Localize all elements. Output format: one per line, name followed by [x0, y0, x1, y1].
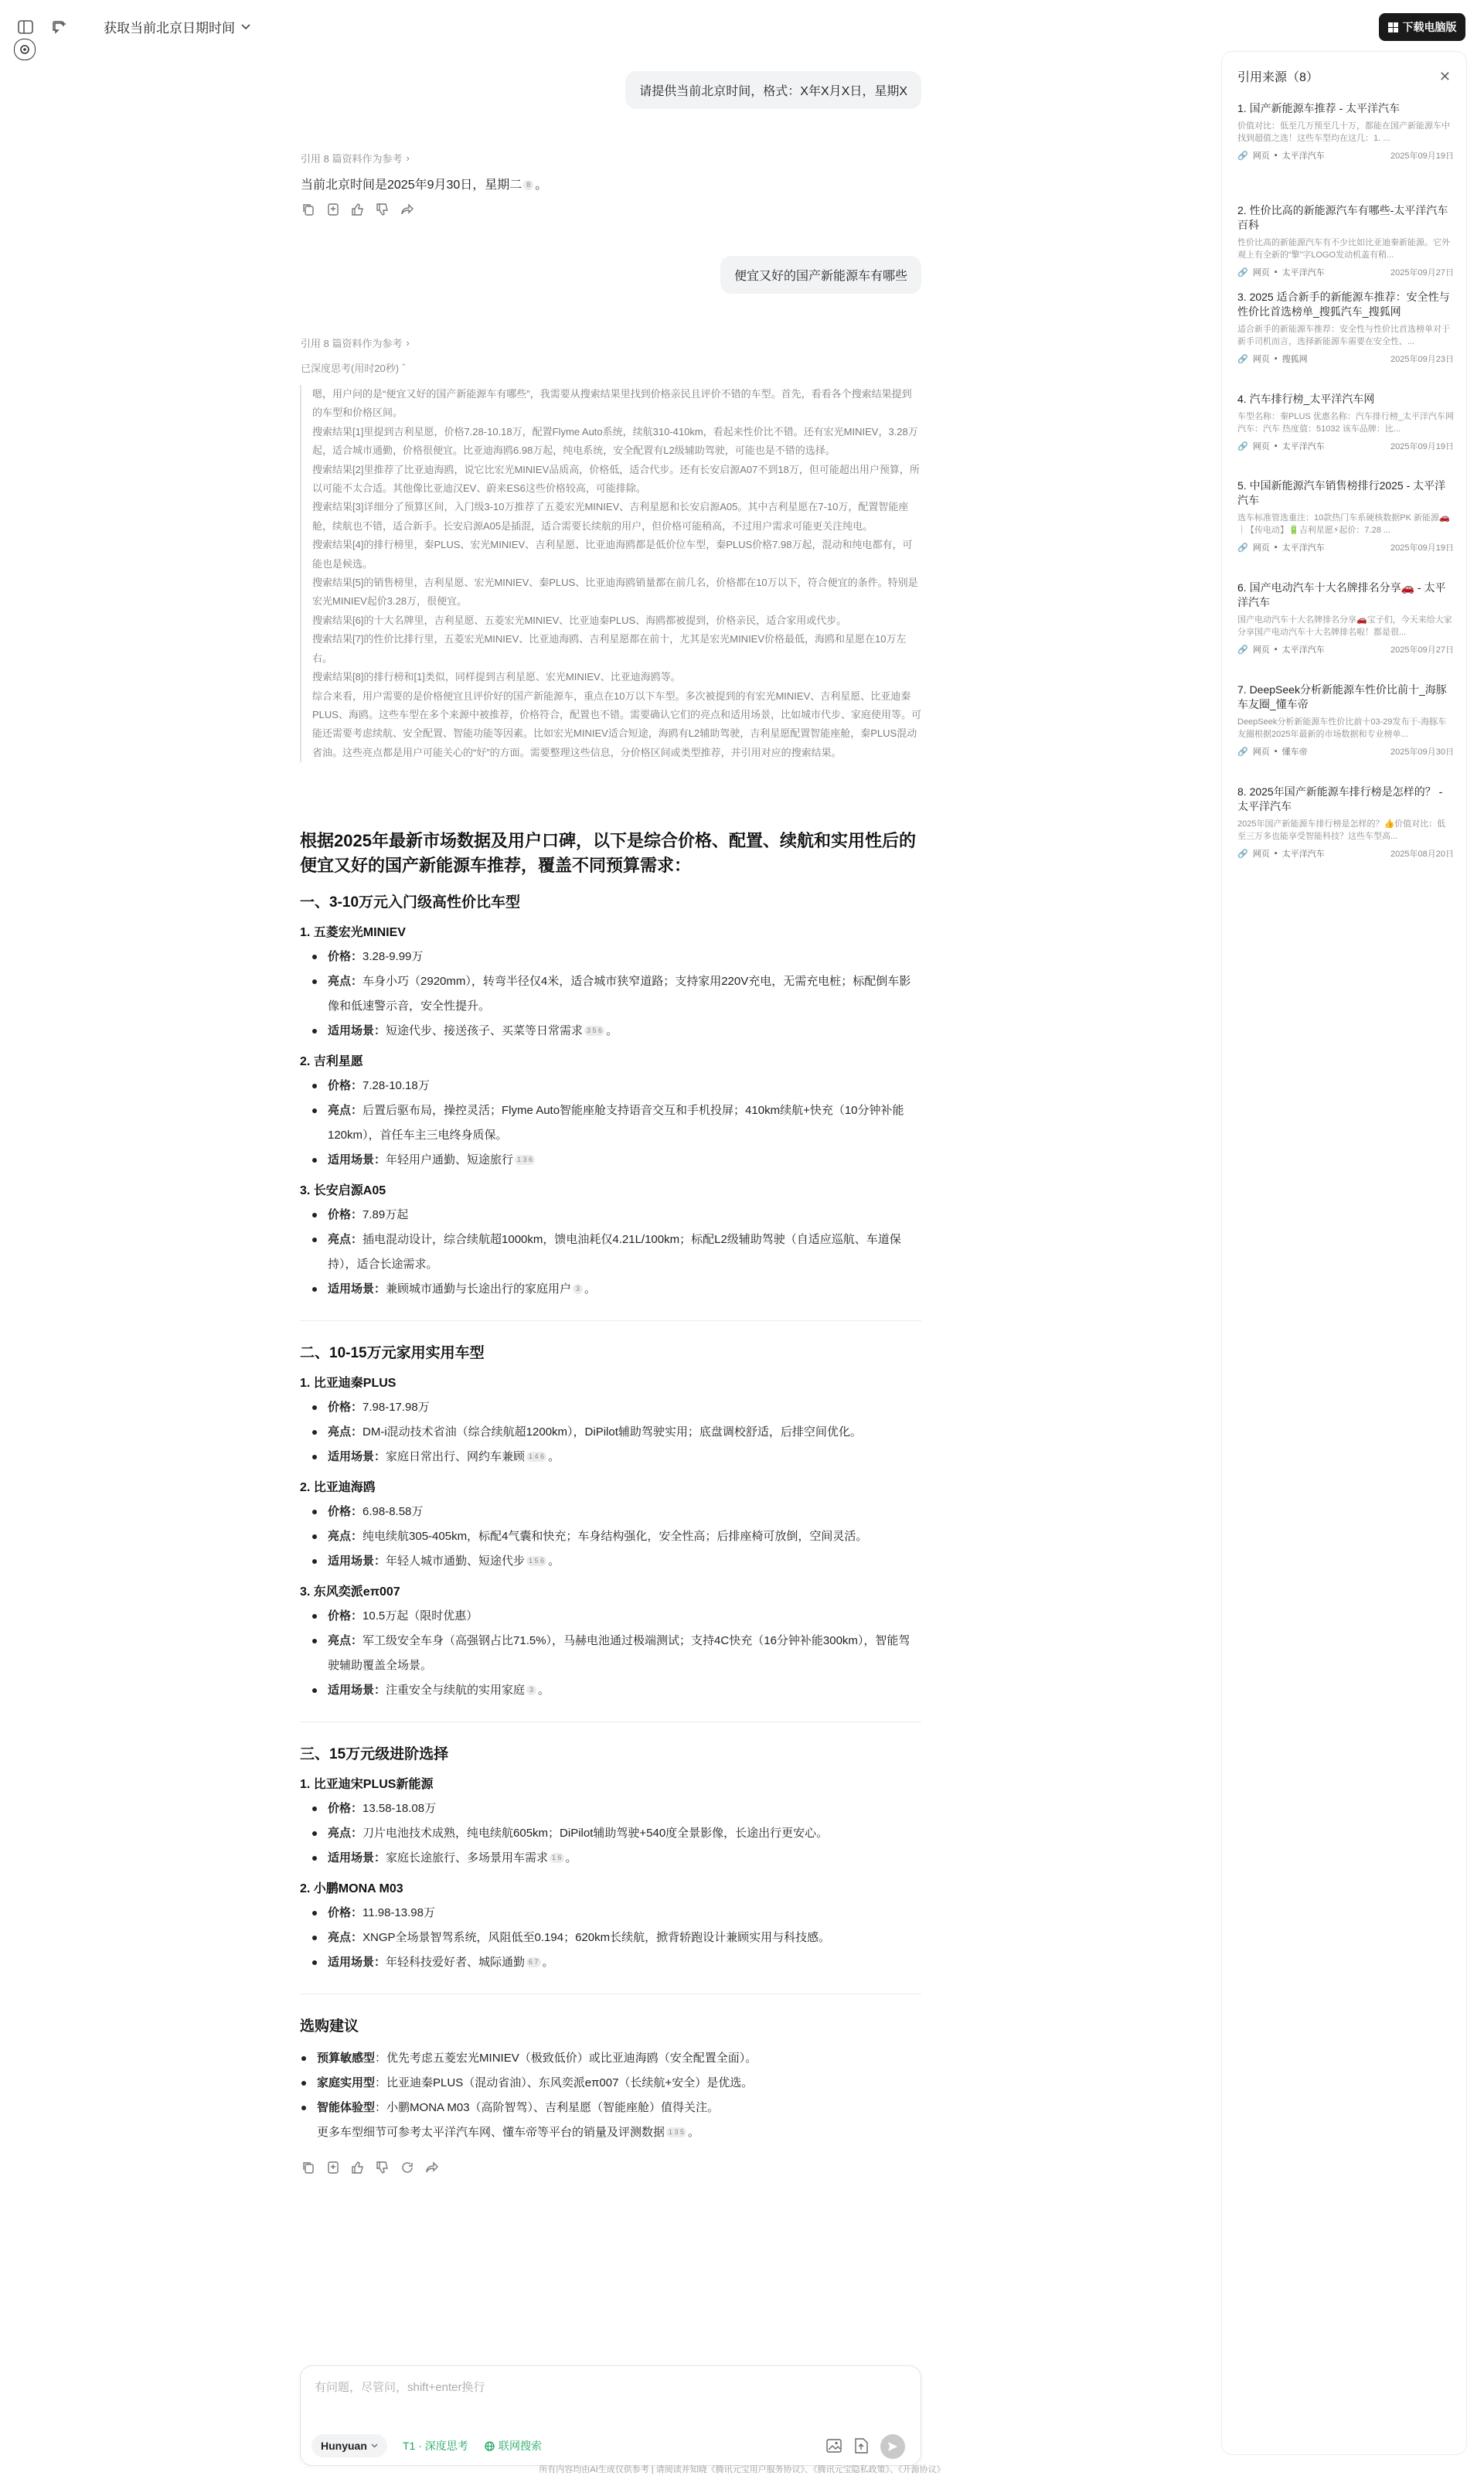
- car-name: 3. 长安启源A05: [300, 1184, 386, 1197]
- source-item[interactable]: [1237, 785, 1454, 860]
- car-highlight: 亮点：纯电续航305-405km，标配4气囊和快充；车身结构强化，安全性高；后排座椅可放倒，空间灵活。: [323, 1524, 921, 1549]
- citation-badge[interactable]: 1 3 6: [515, 1155, 535, 1165]
- source-meta: 🔗 网页 ▪ 太平洋汽车 2025年09月19日: [1237, 151, 1454, 161]
- car-price: 价格：7.28-10.18万: [323, 1074, 921, 1098]
- source-meta: 🔗 网页 ▪ 太平洋汽车 2025年08月20日: [1237, 849, 1454, 859]
- car-name: 1. 五菱宏光MINIEV: [300, 926, 406, 939]
- source-snippet: DeepSeek分析新能源车性价比前十03-29发布于-海豚车友圈根据2025年最新的市场数据和专业榜单...: [1237, 717, 1447, 739]
- answer-actions-2: [301, 2161, 923, 2174]
- reference-count-2[interactable]: [301, 335, 410, 350]
- source-snippet: 国产电动汽车十大名牌排名分享🚗宝子们，今天来给大家分享国产电动汽车十大名牌排名啦！都是很...: [1237, 615, 1452, 637]
- sidebar-toggle-icon[interactable]: [15, 17, 36, 37]
- thumbs-down-icon[interactable]: [376, 2161, 390, 2174]
- section-heading: 三、15万元级进阶选择: [300, 1746, 449, 1762]
- site-icon: ▪: [1274, 543, 1278, 552]
- link-icon: 🔗: [1237, 441, 1248, 451]
- copy-icon[interactable]: [301, 2161, 315, 2174]
- chevron-right-icon: ›: [406, 337, 410, 349]
- car-price: 价格：7.98-17.98万: [323, 1395, 921, 1420]
- citation-badge[interactable]: 1 6: [550, 1853, 564, 1863]
- source-title: 7. DeepSeek分析新能源车性价比前十_海豚车友圈_懂车帝: [1237, 683, 1447, 710]
- link-icon: 🔗: [1237, 849, 1248, 859]
- thinking-paragraph: 搜索结果[6]的十大名牌里，吉利星愿、五菱宏光MINIEV、比亚迪秦PLUS、海鸥都被提到，价格亲民，适合家用或代步。: [312, 614, 847, 626]
- link-icon: 🔗: [1237, 354, 1248, 364]
- model-selector[interactable]: [311, 2434, 387, 2457]
- site-icon: ▪: [1274, 747, 1278, 756]
- car-scene: 适用场景：注重安全与续航的实用家庭 3 。: [323, 1678, 921, 1703]
- assistant-answer-2: [300, 829, 921, 2174]
- citation-badge[interactable]: 1 3 5: [666, 2127, 686, 2137]
- answer-section: [300, 1341, 921, 1703]
- source-snippet: 2025年国产新能源车排行榜是怎样的？👍价值对比：低至三万多也能享受智能科技？这些车型高...: [1237, 819, 1446, 841]
- car-details: [323, 1901, 921, 1975]
- conversation-title[interactable]: [104, 17, 250, 36]
- share-icon[interactable]: [425, 2161, 439, 2174]
- link-icon: 🔗: [1237, 151, 1248, 161]
- answer-text: 当前北京时间是2025年9月30日，星期二: [301, 179, 522, 192]
- thinking-paragraph: 搜索结果[4]的排行榜里，秦PLUS、宏光MINIEV、吉利星愿、比亚迪海鸥都是低价位车型，秦PLUS价格7.98万起，混动和纯电都有，可能也是候选。: [312, 539, 913, 570]
- source-title: 3. 2025 适合新手的新能源车推荐：安全性与性价比首选榜单_搜狐汽车_搜狐网: [1237, 291, 1450, 318]
- source-meta: 🔗 网页 ▪ 太平洋汽车 2025年09月19日: [1237, 543, 1454, 553]
- section-heading: 一、3-10万元入门级高性价比车型: [300, 894, 521, 911]
- source-meta: 🔗 网页 ▪ 搜狐网 2025年09月23日: [1237, 354, 1454, 364]
- source-meta: 🔗 网页 ▪ 懂车帝 2025年09月30日: [1237, 747, 1454, 757]
- chat-input[interactable]: 有问题，尽管问，shift+enter换行: [315, 2381, 485, 2394]
- site-icon: ▪: [1274, 354, 1278, 363]
- citation-badge[interactable]: 8: [523, 180, 533, 190]
- source-item[interactable]: [1237, 683, 1454, 758]
- source-meta: 🔗 网页 ▪ 太平洋汽车 2025年09月19日: [1237, 441, 1454, 451]
- car-price: 价格：3.28-9.99万: [323, 945, 921, 969]
- user-message-2: 便宜又好的国产新能源车有哪些: [720, 256, 921, 294]
- thinking-paragraph: 搜索结果[7]的性价比排行里，五菱宏光MINIEV、比亚迪海鸥、吉利星愿都在前十，尤其是宏光MINIEV价格最低，海鸥和星愿在10万左右。: [312, 633, 907, 664]
- car-scene: 适用场景：家庭日常出行、网约车兼顾 1 4 6 。: [323, 1445, 921, 1469]
- advice-item: 预算敏感型：优先考虑五菱宏光MINIEV（极致低价）或比亚迪海鸥（安全配置全面）。: [312, 2046, 921, 2071]
- advice-heading: 选购建议: [300, 2018, 359, 2035]
- source-item[interactable]: [1237, 101, 1454, 162]
- chevron-down-icon: [371, 2443, 378, 2448]
- deep-think-label: T1 · 深度思考: [403, 2440, 468, 2452]
- thinking-paragraph: 搜索结果[3]详细分了预算区间，入门级3-10万推荐了五菱宏光MINIEV、吉利星愿和长安启源A05。其中吉利星愿在7-10万，配置智能座舱，续航也不错，适合新手。长安启源A05是插混，适合需要长续航的用户，但价格可能稍高，不过用户需求可能更关注纯电。: [312, 501, 909, 532]
- car-highlight: 亮点：军工级安全车身（高强钢占比71.5%），马赫电池通过极端测试；支持4C快充（16分钟补能300km），智能驾驶辅助覆盖全场景。: [323, 1629, 921, 1678]
- car-details: [323, 1203, 921, 1302]
- citation-badge[interactable]: 3: [526, 1685, 536, 1695]
- thinking-paragraph: 搜索结果[5]的销售榜里，吉利星愿、宏光MINIEV、秦PLUS、比亚迪海鸥销量都在前几名，价格都在10万以下，符合便宜的条件。特别是宏光MINIEV起价3.28万，很便宜。: [312, 577, 918, 608]
- car-price: 价格：11.98-13.98万: [323, 1901, 921, 1926]
- car-highlight: 亮点：后置后驱布局，操控灵活；Flyme Auto智能座舱支持语音交互和手机投屏；410km续航+快充（10分钟补能120km），首任车主三电终身质保。: [323, 1098, 921, 1148]
- advice-item: 智能体验型：小鹏MONA M03（高阶智驾）、吉利星愿（智能座舱）值得关注。 更多车型细节可参考太平洋汽车网、懂车帝等平台的销量及评测数据 1 3 5 。: [312, 2096, 921, 2145]
- thinking-paragraph: 搜索结果[8]的排行榜和[1]类似，同样提到吉利星愿、宏光MINIEV、比亚迪海鸥等。: [312, 671, 681, 683]
- car-scene: 适用场景：年轻科技爱好者、城际通勤 6 7 。: [323, 1950, 921, 1975]
- car-highlight: 亮点：插电混动设计，综合续航超1000km，馈电油耗仅4.21L/100km；标配L2级辅助驾驶（自适应巡航、车道保持），适合长途需求。: [323, 1228, 921, 1277]
- source-item[interactable]: [1237, 392, 1454, 452]
- car-name: 2. 比亚迪海鸥: [300, 1481, 376, 1494]
- send-icon: [887, 2441, 898, 2452]
- model-name: Hunyuan: [321, 2440, 367, 2452]
- thinking-paragraph: 综合来看，用户需要的是价格便宜且评价好的国产新能源车，重点在10万以下车型。多次被提到的有宏光MINIEV、吉利星愿、比亚迪秦PLUS、海鸥。这些车型在多个来源中被推荐，价格符合，配置也不错。需要确认它们的亮点和适用场景，比如城市代步、家庭使用等。可能还需要考虑续航、安全配置、智能功能等因素。比如宏光MINIEV适合短途，海鸥有L2辅助驾驶，吉利星愿配置智能座舱，秦PLUS混动省油。这些亮点都是用户可能关心的“好”的方面。需要整理这些信息，分价格区间或类型推荐，并引用对应的搜索结果。: [312, 690, 921, 758]
- bookmark-icon[interactable]: [326, 203, 340, 216]
- thumbs-up-icon[interactable]: [351, 2161, 365, 2174]
- sources-panel: [1221, 51, 1467, 2455]
- download-label: 下载电脑版: [1402, 21, 1457, 33]
- answer-title: 根据2025年最新市场数据及用户口碑，以下是综合价格、配置、续航和实用性后的便宜又好的国产新能源车推荐，覆盖不同预算需求：: [300, 831, 916, 875]
- share-icon[interactable]: [400, 203, 414, 216]
- deep-thinking-label: 已深度思考(用时20秒): [301, 363, 400, 374]
- reference-text: 引用 8 篇资料作为参考: [301, 153, 403, 165]
- source-title: 1. 国产新能源车推荐 - 太平洋汽车: [1237, 102, 1401, 114]
- car-highlight: 亮点：XNGP全场景智驾系统，风阻低至0.194；620km长续航，掀背轿跑设计兼顾实用与科技感。: [323, 1926, 921, 1950]
- reference-text: 引用 8 篇资料作为参考: [301, 338, 403, 349]
- top-bar: [0, 0, 1484, 54]
- source-snippet: 车型名称：秦PLUS 优惠名称：汽车排行榜_太平洋汽车网 汽车：汽车 热度值：51032 该车品牌：比...: [1237, 412, 1454, 434]
- car-price: 价格：10.5万起（限时优惠）: [323, 1604, 921, 1629]
- chevron-up-icon: ˆ: [402, 362, 406, 373]
- chevron-right-icon: ›: [406, 152, 410, 164]
- car-highlight: 亮点：DM-i混动技术省油（综合续航超1200km），DiPilot辅助驾驶实用；底盘调校舒适，后排空间优化。: [323, 1420, 921, 1445]
- site-icon: ▪: [1274, 849, 1278, 858]
- link-icon: 🔗: [1237, 747, 1248, 757]
- conversation-title-text: 获取当前北京日期时间: [104, 21, 235, 36]
- divider: [300, 1320, 921, 1321]
- answer-section: [300, 891, 921, 1302]
- thinking-paragraph: 搜索结果[2]里推荐了比亚迪海鸥，说它比宏光MINIEV品质高，价格低，适合代步。还有长安启源A07不到18万，但可能超出用户预算，所以可能不太合适。其他像比亚迪汉EV、蔚来ES6这些价格较高，可能排除。: [312, 463, 920, 495]
- chat-input-box[interactable]: [300, 2365, 921, 2466]
- car-scene: 适用场景：兼顾城市通勤与长途出行的家庭用户 3 。: [323, 1277, 921, 1302]
- site-icon: ▪: [1274, 441, 1278, 451]
- car-name: 1. 比亚迪宋PLUS新能源: [300, 1778, 434, 1791]
- answer-actions-1: [301, 203, 414, 216]
- user-message-1: 请提供当前北京时间，格式：X年X月X日，星期X: [625, 71, 921, 109]
- site-icon: ▪: [1274, 267, 1278, 277]
- source-title: 5. 中国新能源汽车销售榜排行2025 - 太平洋汽车: [1237, 479, 1446, 506]
- divider: [300, 1721, 921, 1722]
- source-snippet: 性价比高的新能源汽车有不少比如比亚迪秦新能源。它外观上有全新的“擎”字LOGO发动机盖有稍...: [1237, 238, 1450, 260]
- advice-list: [312, 2046, 921, 2145]
- citation-badge[interactable]: 1 4 6: [526, 1452, 546, 1462]
- source-meta: 🔗 网页 ▪ 太平洋汽车 2025年09月27日: [1237, 267, 1454, 278]
- app-logo-icon[interactable]: [14, 39, 36, 60]
- car-scene: 适用场景：年轻用户通勤、短途旅行 1 3 6: [323, 1148, 921, 1173]
- car-details: [323, 945, 921, 1044]
- advice-item: 家庭实用型：比亚迪秦PLUS（混动省油）、东风奕派eπ007（长续航+安全）是优选。: [312, 2071, 921, 2096]
- close-icon[interactable]: ✕: [1438, 69, 1451, 84]
- car-details: [323, 1395, 921, 1469]
- sources-title: 引用来源（8）: [1237, 71, 1319, 84]
- thinking-paragraph: 搜索结果[1]里提到吉利星愿，价格7.28-10.18万，配置Flyme Auto系统，续航310-410km，看起来性价比不错。还有宏光MINIEV，3.28万起，适合城市通勤，价格很便宜。比亚迪海鸥6.98万起，纯电系统，安全配置有L2级辅助驾驶，可能也是不错的选择。: [312, 425, 918, 457]
- reference-count-1[interactable]: [301, 151, 410, 165]
- car-details: [323, 1796, 921, 1871]
- source-snippet: 适合新手的新能源车推荐：安全性与性价比首选榜单对于新手司机而言，选择新能源车需要在安全性、...: [1237, 325, 1450, 346]
- source-title: 6. 国产电动汽车十大名牌排名分享🚗 - 太平洋汽车: [1237, 581, 1446, 608]
- bookmark-icon[interactable]: [326, 2161, 340, 2174]
- file-upload-icon[interactable]: [854, 2438, 868, 2457]
- regenerate-icon[interactable]: [400, 2161, 414, 2174]
- assistant-answer-1: 当前北京时间是2025年9月30日，星期二 8 。: [301, 179, 548, 192]
- source-item[interactable]: [1237, 581, 1454, 656]
- link-icon: 🔗: [1237, 645, 1248, 655]
- car-name: 3. 东风奕派eπ007: [300, 1585, 400, 1599]
- thinking-paragraph: 嗯，用户问的是“便宜又好的国产新能源车有哪些”，我需要从搜索结果里找到价格亲民且评价不错的车型。首先，看看各个搜索结果提到的车型和价格区间。: [312, 388, 912, 419]
- windows-icon: [1388, 22, 1398, 32]
- car-details: [323, 1500, 921, 1574]
- web-search-toggle[interactable]: [475, 2434, 551, 2457]
- car-highlight: 亮点：车身小巧（2920mm），转弯半径仅4米，适合城市狭窄道路；支持家用220V充电，无需充电桩；标配倒车影像和低速警示音，安全性提升。: [323, 969, 921, 1019]
- advice-section: [300, 2014, 921, 2145]
- source-title: 4. 汽车排行榜_太平洋汽车网: [1237, 393, 1375, 405]
- thumbs-down-icon[interactable]: [376, 203, 390, 216]
- car-scene: 适用场景：家庭长途旅行、多场景用车需求 1 6 。: [323, 1846, 921, 1871]
- car-details: [323, 1604, 921, 1703]
- source-title: 8. 2025年国产新能源车排行榜是怎样的？ - 太平洋汽车: [1237, 785, 1443, 812]
- source-item[interactable]: [1237, 290, 1454, 365]
- image-upload-icon[interactable]: [826, 2439, 842, 2457]
- source-item[interactable]: [1237, 203, 1454, 278]
- thumbs-up-icon[interactable]: [351, 203, 365, 216]
- deep-thinking-toggle[interactable]: [301, 360, 405, 375]
- citation-badge[interactable]: 1 5 6: [526, 1556, 546, 1566]
- chevron-down-icon: [241, 24, 250, 30]
- site-icon: ▪: [1274, 645, 1278, 654]
- car-price: 价格：6.98-8.58万: [323, 1500, 921, 1524]
- globe-icon: [485, 2441, 495, 2451]
- link-icon: 🔗: [1237, 543, 1248, 553]
- car-name: 2. 小鹏MONA M03: [300, 1882, 403, 1895]
- source-snippet: 价值对比：低至几万预至几十万，都能在国产新能源车中找到超值之选！这些车型均在这几：1. ...: [1237, 121, 1450, 143]
- car-price: 价格：7.89万起: [323, 1203, 921, 1228]
- car-details: [323, 1074, 921, 1173]
- citation-badge[interactable]: 3: [573, 1284, 583, 1294]
- link-icon: 🔗: [1237, 267, 1248, 278]
- footer-disclaimer[interactable]: 所有内容均由AI生成仅供参考 | 请阅读并知晓《腾讯元宝用户服务协议》、《腾讯元宝隐私政策》、《开源协议》: [539, 2465, 945, 2474]
- citation-badge[interactable]: 6 7: [526, 1957, 541, 1967]
- source-item[interactable]: [1237, 478, 1454, 553]
- web-search-label: 联网搜索: [499, 2440, 542, 2452]
- car-name: 1. 比亚迪秦PLUS: [300, 1377, 397, 1390]
- site-icon: ▪: [1274, 151, 1278, 160]
- send-button[interactable]: [880, 2434, 905, 2459]
- source-snippet: 选车标准管选重注：10款热门车系硬核数据PK 新能源🚗｜【传电动】🔋吉利星愿⚡起价：7.28 ...: [1237, 513, 1450, 535]
- car-highlight: 亮点：刀片电池技术成熟，纯电续航605km；DiPilot辅助驾驶+540度全景影像，长途出行更安心。: [323, 1821, 921, 1846]
- car-price: 价格：13.58-18.08万: [323, 1796, 921, 1821]
- download-desktop-button[interactable]: [1379, 13, 1465, 41]
- answer-section: [300, 1742, 921, 1975]
- section-heading: 二、10-15万元家用实用车型: [300, 1345, 485, 1361]
- source-meta: 🔗 网页 ▪ 太平洋汽车 2025年09月27日: [1237, 645, 1454, 655]
- copy-icon[interactable]: [301, 203, 315, 216]
- car-scene: 适用场景：年轻人城市通勤、短途代步 1 5 6 。: [323, 1549, 921, 1574]
- citation-badge[interactable]: 3 5 6: [584, 1026, 604, 1036]
- new-chat-icon[interactable]: [49, 17, 70, 37]
- thinking-content: [300, 385, 921, 762]
- deep-think-toggle[interactable]: [393, 2434, 478, 2457]
- car-scene: 适用场景：短途代步、接送孩子、买菜等日常需求 3 5 6 。: [323, 1019, 921, 1044]
- source-title: 2. 性价比高的新能源汽车有哪些-太平洋汽车百科: [1237, 204, 1448, 231]
- car-name: 2. 吉利星愿: [300, 1055, 363, 1068]
